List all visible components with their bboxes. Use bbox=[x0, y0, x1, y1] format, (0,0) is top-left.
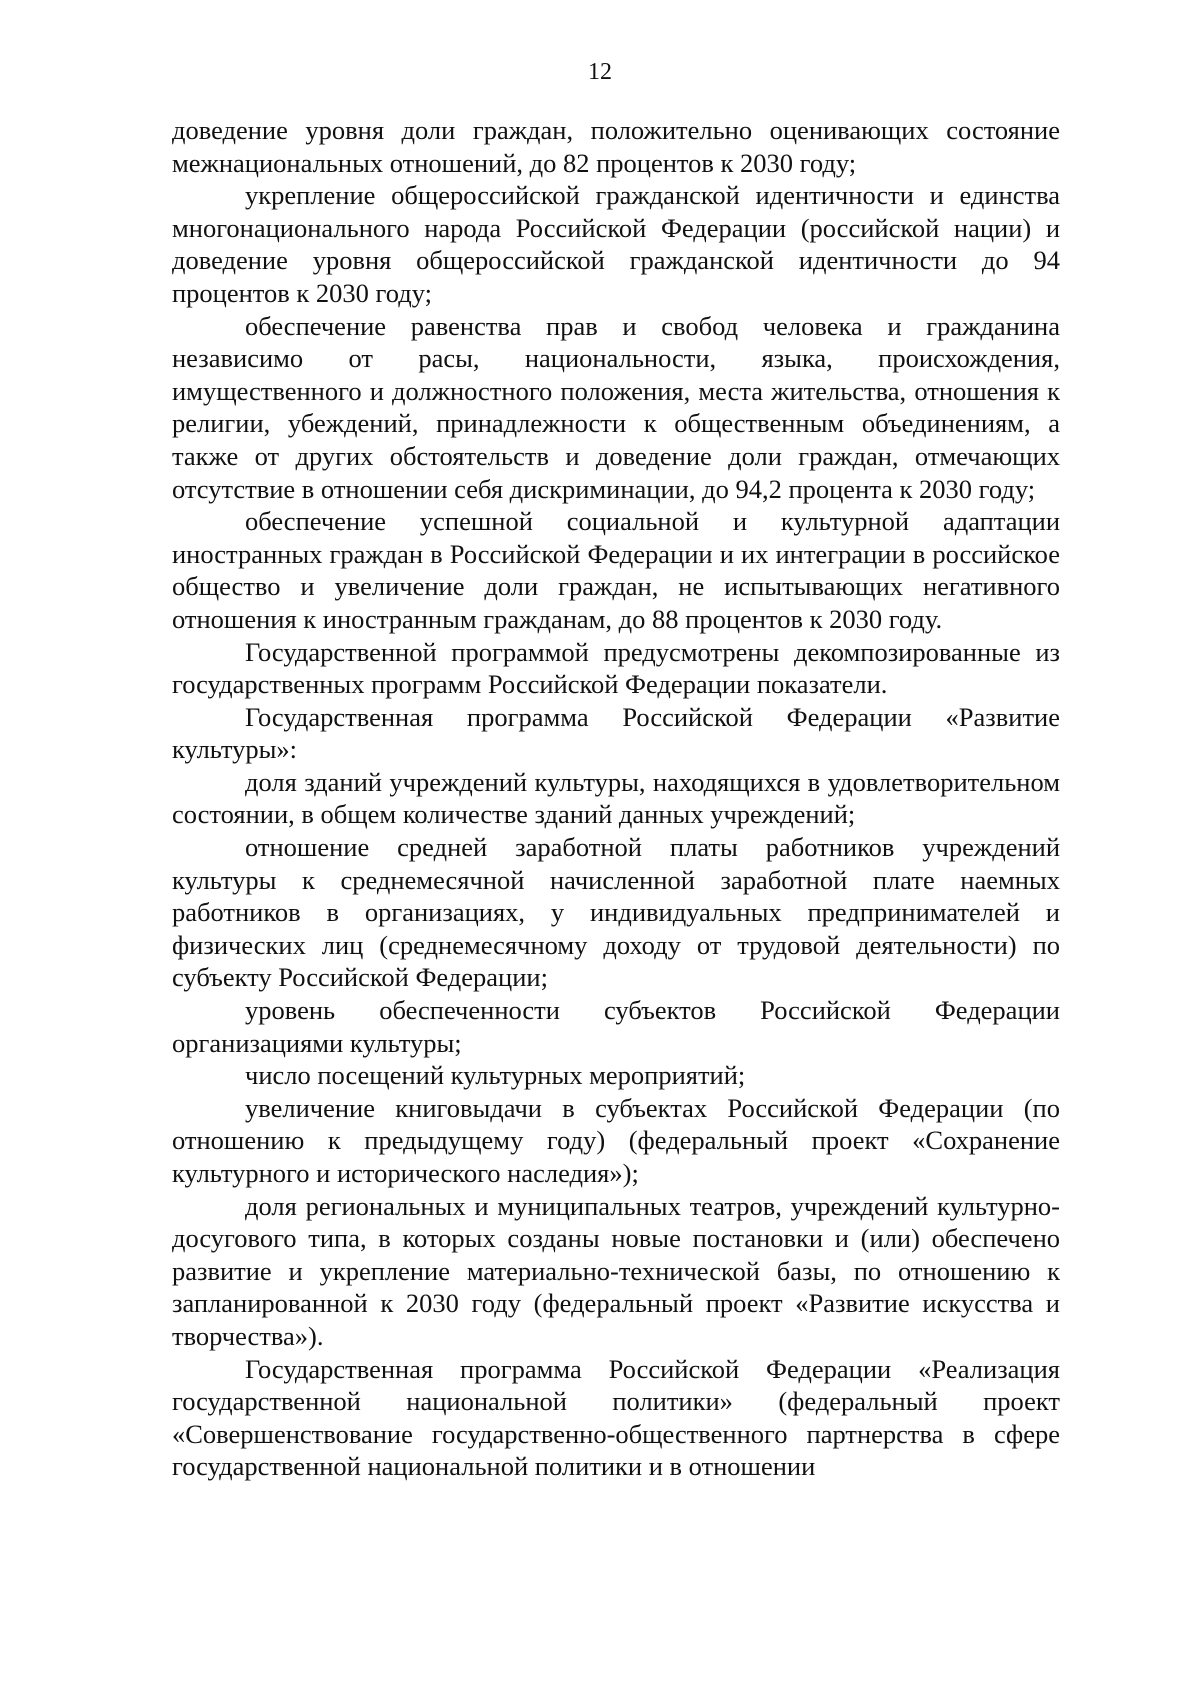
paragraph-2: укрепление общероссийской гражданской идентичности и единства многонационального народа Российской Федерации (российской нации) и доведение уровня общероссийской гражданской идентичности до 94 процентов к 2030 году; bbox=[172, 180, 1060, 308]
page-number: 12 bbox=[588, 59, 612, 85]
paragraph-11: увеличение книговыдачи в субъектах Российской Федерации (по отношению к предыдущему году) (федеральный проект «Сохранение культурного и исторического наследия»); bbox=[172, 1092, 1060, 1188]
paragraph-5: Государственной программой предусмотрены декомпозированные из государственных программ Российской Федерации показатели. bbox=[172, 636, 1060, 700]
paragraph-4: обеспечение успешной социальной и культурной адаптации иностранных граждан в Российской Федерации и их интеграции в российское общество и увеличение доли граждан, не испытывающих негативного отношения к иностранным гражданам, до 88 процентов к 2030 году. bbox=[172, 506, 1060, 634]
paragraph-10: число посещений культурных мероприятий; bbox=[245, 1060, 746, 1091]
paragraph-3: обеспечение равенства прав и свобод человека и гражданина независимо от расы, национальности, языка, происхождения, имущественного и должностного положения, места жительства, отношения к религии, убеждений, принадлежности к общественным объединениям, а также от других обстоятельств и доведение доли граждан, отмечающих отсутствие в отношении себя дискриминации, до 94,2 процента к 2030 году; bbox=[172, 310, 1060, 504]
paragraph-6: Государственная программа Российской Федерации «Развитие культуры»: bbox=[172, 701, 1060, 765]
paragraph-12: доля региональных и муниципальных театров, учреждений культурно-досугового типа, в которых созданы новые постановки и (или) обеспечено развитие и укрепление материально-технической базы, по отношению к запланированной к 2030 году (федеральный проект «Развитие искусства и творчества»). bbox=[172, 1190, 1060, 1351]
paragraph-7: доля зданий учреждений культуры, находящихся в удовлетворительном состоянии, в общем количестве зданий данных учреждений; bbox=[172, 766, 1060, 830]
paragraph-13: Государственная программа Российской Федерации «Реализация государственной национальной политики» (федеральный проект «Совершенствование государственно-общественного партнерства в сфере государственной национальной политики и в отношении bbox=[172, 1353, 1060, 1482]
paragraph-1: доведение уровня доли граждан, положительно оценивающих состояние межнациональных отношений, до 82 процентов к 2030 году; bbox=[172, 115, 1060, 178]
paragraph-9: уровень обеспеченности субъектов Российской Федерации организациями культуры; bbox=[172, 995, 1060, 1058]
paragraph-8: отношение средней заработной платы работников учреждений культуры к среднемесячной начисленной заработной плате наемных работников в организациях, у индивидуальных предпринимателей и физических лиц (среднемесячному доходу от трудовой деятельности) по субъекту Российской Федерации; bbox=[172, 832, 1060, 993]
document-body bbox=[172, 114, 1060, 1483]
